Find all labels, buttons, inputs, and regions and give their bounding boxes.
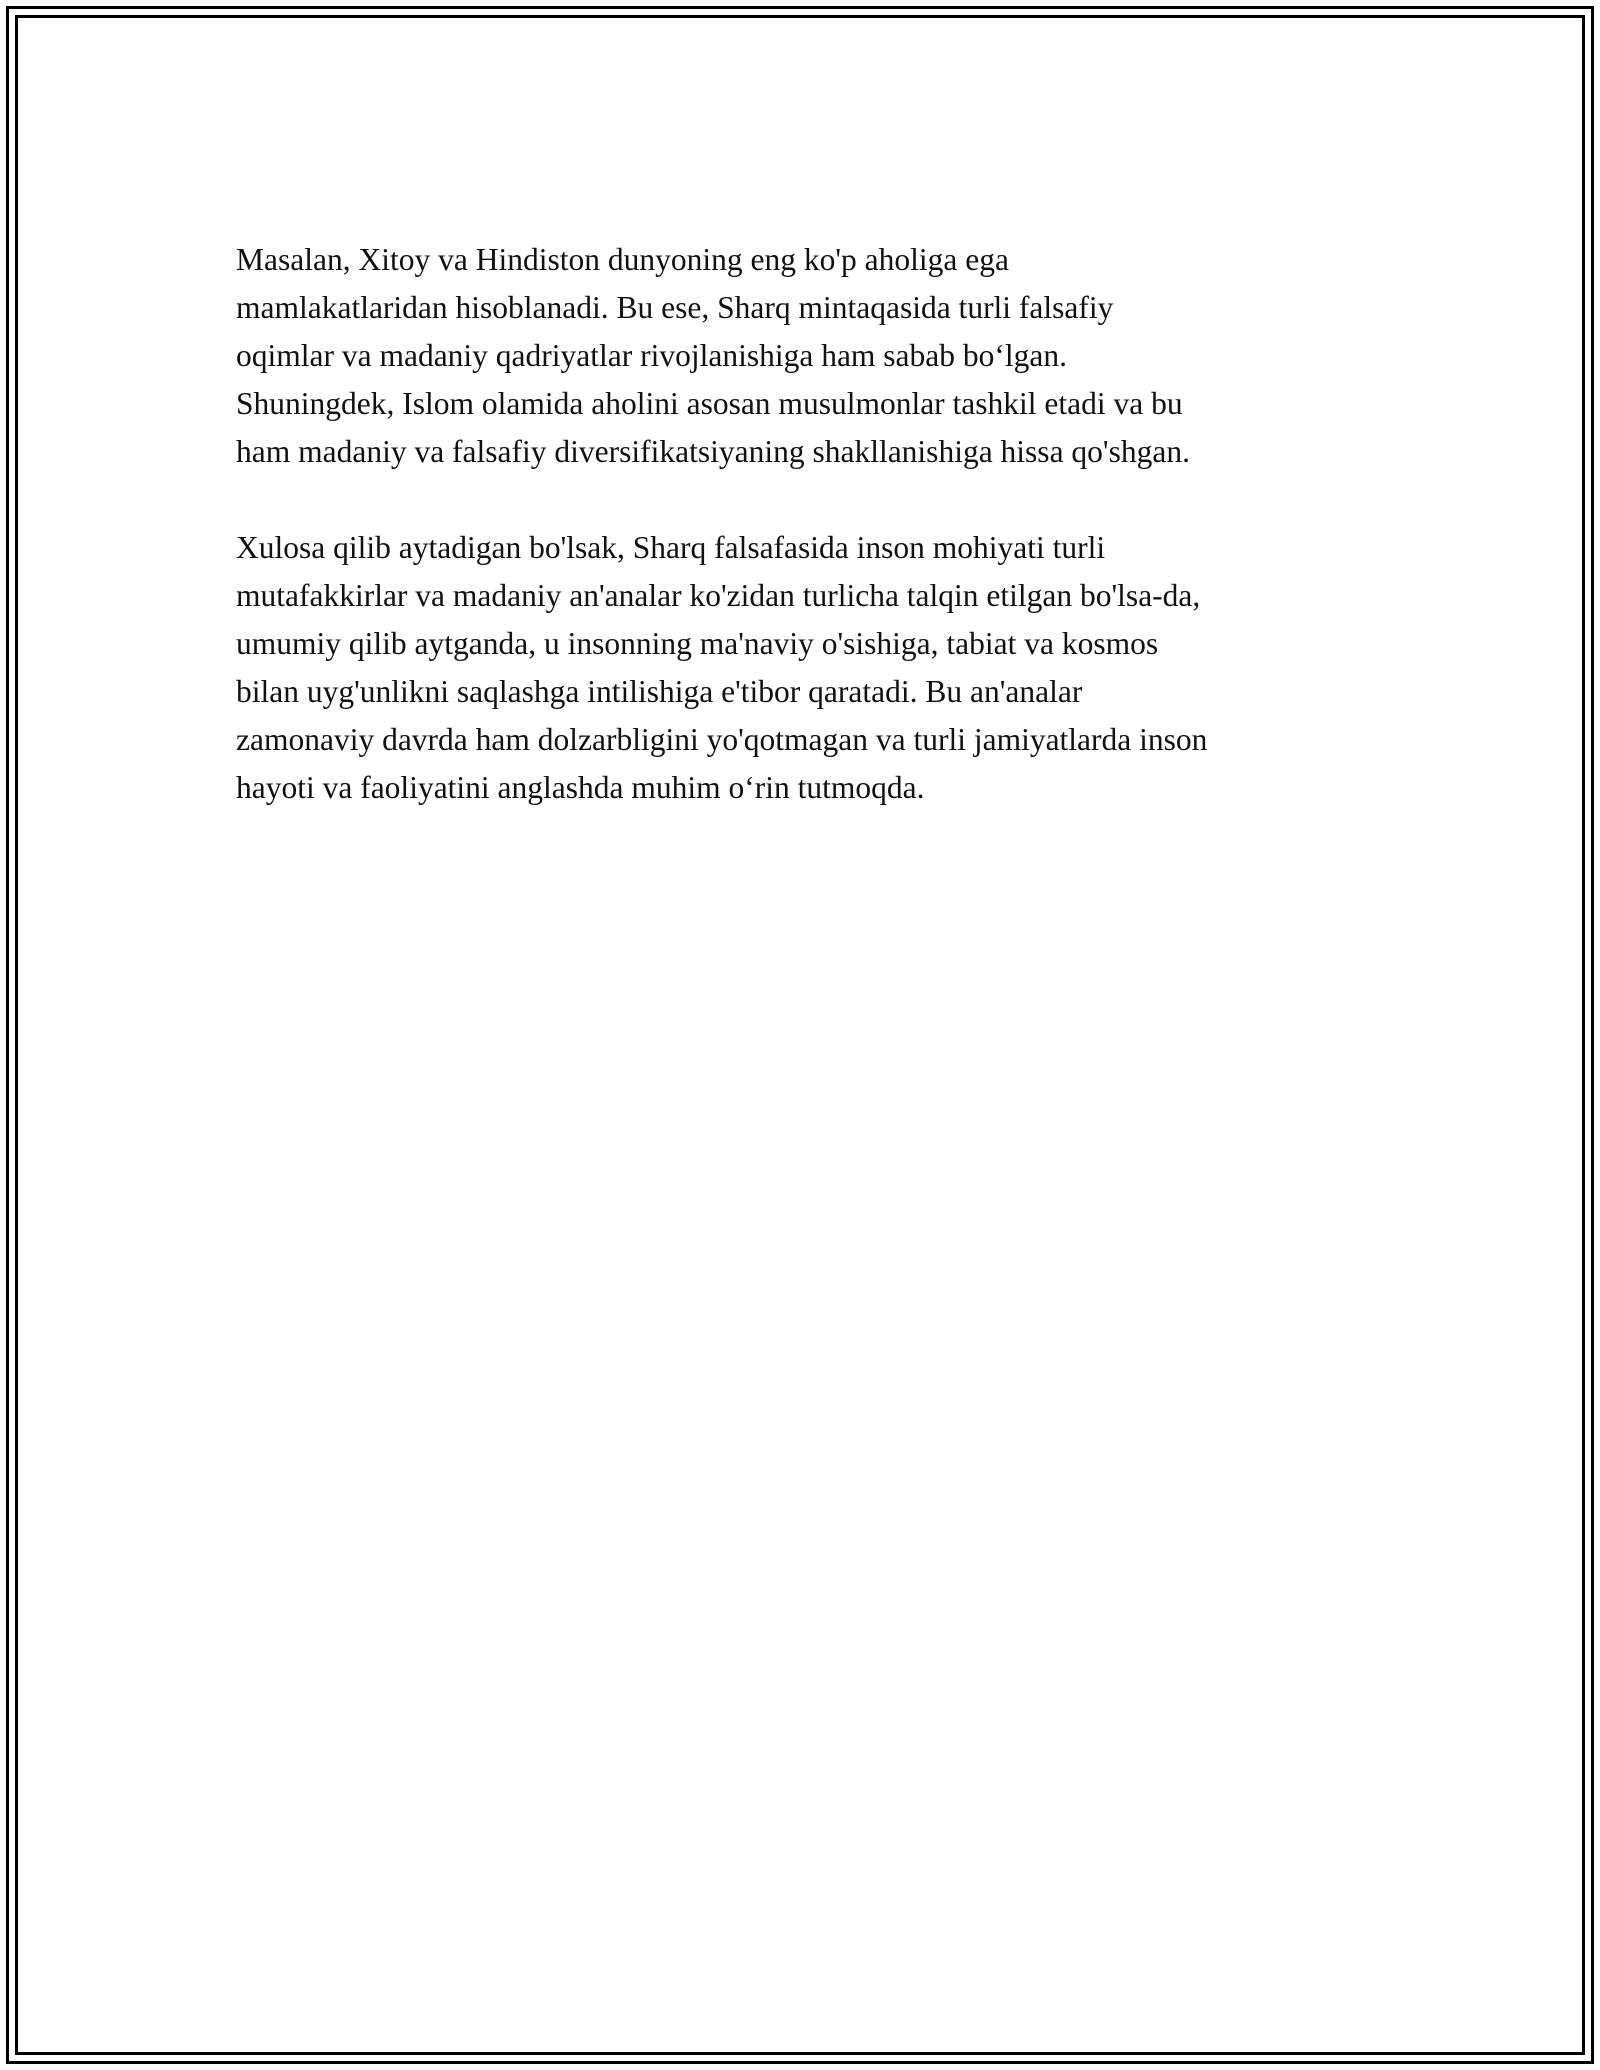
text-line: mamlakatlaridan hisoblanadi. Bu ese, Sharq mintaqasida turli falsafiy [236,290,1114,325]
text-line: Masalan, Xitoy va Hindiston dunyoning eng ko'p aholiga ega [236,242,1009,277]
document-body [236,236,1376,860]
text-line: mutafakkirlar va madaniy an'analar ko'zidan turlicha talqin etilgan bo'lsa-da, [236,578,1201,613]
text-line: zamonaviy davrda ham dolzarbligini yo'qotmagan va turli jamiyatlarda inson [236,722,1208,757]
paragraph-1 [236,236,1376,476]
text-line: oqimlar va madaniy qadriyatlar rivojlanishiga ham sabab bo‘lgan. [236,338,1067,373]
text-line: hayoti va faoliyatini anglashda muhim o‘rin tutmoqda. [236,770,925,805]
text-line: ham madaniy va falsafiy diversifikatsiyaning shakllanishiga hissa qo'shgan. [236,434,1190,469]
text-line: bilan uyg'unlikni saqlashga intilishiga e'tibor qaratadi. Bu an'analar [236,674,1083,709]
text-line: umumiy qilib aytganda, u insonning ma'naviy o'sishiga, tabiat va kosmos [236,626,1159,661]
text-line: Xulosa qilib aytadigan bo'lsak, Sharq falsafasida inson mohiyati turli [236,530,1106,565]
text-line: Shuningdek, Islom olamida aholini asosan musulmonlar tashkil etadi va bu [236,386,1183,421]
paragraph-2 [236,524,1376,812]
